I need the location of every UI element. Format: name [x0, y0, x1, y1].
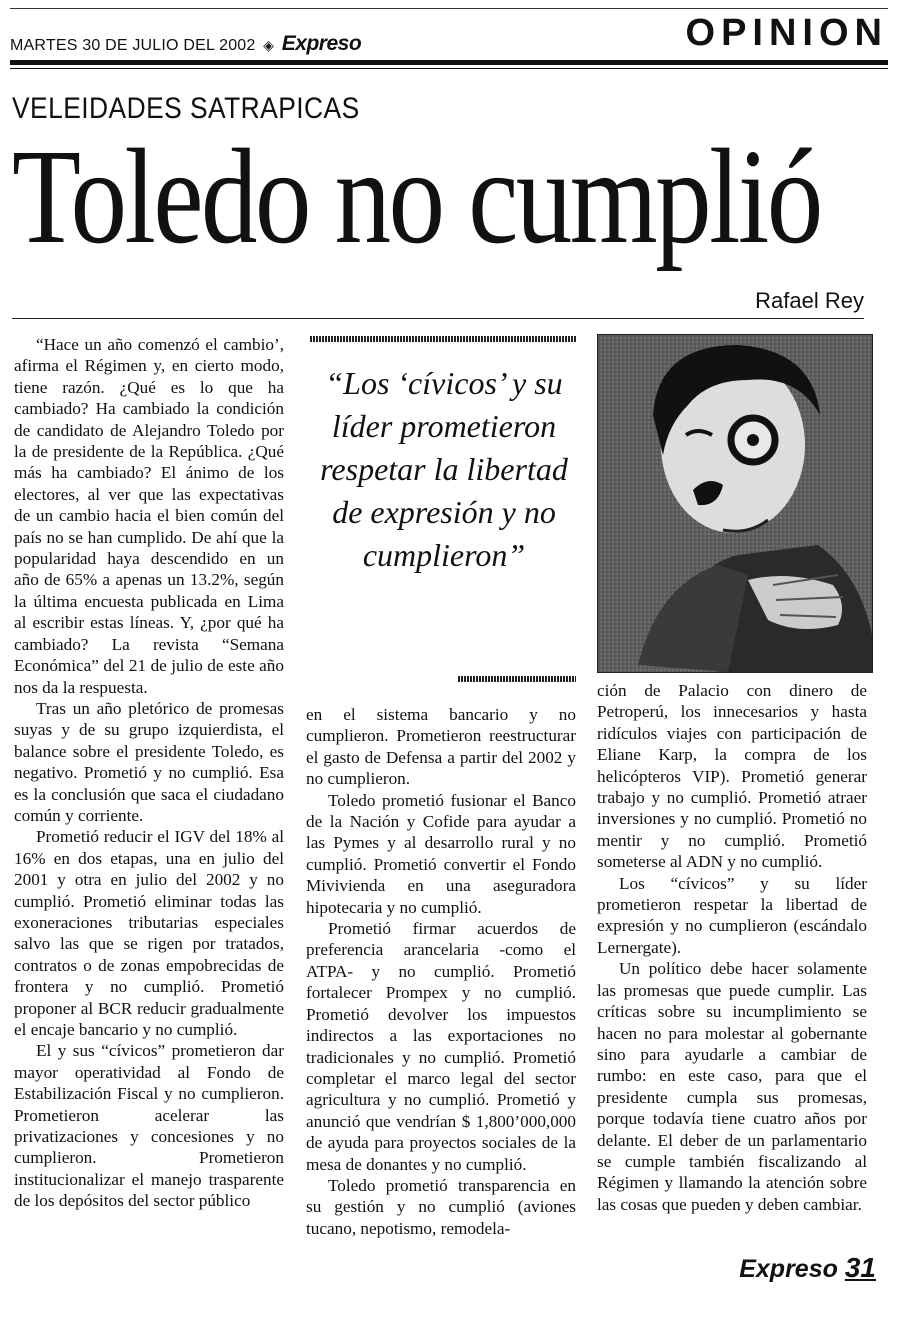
paragraph: Prometió reducir el IGV del 18% al 16% en dos etapas, una en julio del 2001 y otra en julio del 2002 y no cumplió. Prometió eliminar todas las exoneraciones tributarias especiales salvo las que se rigen por tratados, contratos o de zonas empobrecidas de frontera y no cumplió. Prometió proponer al BCR reducir gradualmente el encaje bancario y no cumplió. [14, 827, 284, 1039]
paragraph: El y sus “cívicos” prometieron dar mayor operatividad al Fondo de Estabilización Fiscal y no cumplieron. Prometieron acelerar las privatizaciones y concesiones y no cumplieron. Prometieron institucionalizar el manejo trasparente de los depósitos del sector público [14, 1041, 284, 1211]
footer-newspaper-name: Expreso [739, 1255, 838, 1283]
masthead-rule-thick [10, 60, 888, 65]
article-byline: Rafael Rey [755, 288, 864, 313]
diamond-separator-icon: ◈ [263, 37, 275, 53]
paragraph: Prometió firmar acuerdos de preferencia arancelaria -como el ATPA- y no cumplió. Prometió fortalecer Prompex y no cumplió. Prometió devolver los impuestos indirectos a las exportaciones no tradicionales y no cumplió. Prometió completar el marco legal del sector agricultura y no cumplió. Prometió y anunció que vendrían $ 1,800’000,000 de ayuda para proyectos sociales de la mesa de donantes y no cumplió. [306, 919, 576, 1174]
article-column-2 [306, 704, 576, 1239]
paragraph: Toledo prometió transparencia en su gestión y no cumplió (aviones tucano, nepotismo, remodela- [306, 1175, 576, 1238]
newspaper-name: Expreso [281, 32, 362, 55]
pullquote: “Los ‘cívicos’ y su líder prometieron respetar la libertad de expresión y no cumplieron” [320, 365, 568, 573]
masthead-dateline [10, 32, 361, 56]
article-column-3 [597, 680, 867, 1215]
section-title: OPINION [685, 12, 888, 54]
paragraph: ción de Palacio con dinero de Petroperú, los innecesarios y hasta ridículos viajes con participación de Eliane Karp, la compra de los helicópteros VIP). Prometió generar trabajo y no cumplió. Prometió atraer inversiones y no cumplió. Prometió no mentir y no cumplió. Prometió someterse al ADN y no cumplió. [597, 681, 867, 872]
pullquote-top-bar [310, 336, 576, 342]
paragraph: Tras un año pletórico de promesas suyas y de su grupo izquierdista, el balance sobre el presidente Toledo, es negativo. Prometió y no cumplió. Esa es la conclusión que saca el ciudadano común y corriente. [14, 698, 284, 825]
article-kicker: VELEIDADES SATRAPICAS [12, 92, 360, 125]
footer-branding [739, 1252, 876, 1284]
paragraph: en el sistema bancario y no cumplieron. Prometieron reestructurar el gasto de Defensa a partir del 2002 y no cumplieron. [306, 705, 576, 789]
issue-date: MARTES 30 DE JULIO DEL 2002 [10, 37, 256, 54]
caricature-illustration [597, 334, 873, 673]
top-rule [10, 8, 888, 9]
caricature-drawing [598, 335, 872, 672]
pullquote-bottom-bar [458, 676, 576, 682]
page-number: 31 [844, 1252, 876, 1283]
paragraph: Un político debe hacer solamente las promesas que puede cumplir. Las críticas sobre su incumplimiento se hacen no para molestar al gobernante sino para ayudarle a cambiar de rumbo: en este caso, para que el presidente cumpla sus promesas, porque todavía tiene cuatro años por delante. El deber de un parlamentario se cumple también fiscalizando al Régimen y llamando la atención sobre las cosas que pueden y deben cambiar. [597, 959, 867, 1214]
masthead-rule-thin [10, 68, 888, 69]
byline-rule [12, 318, 864, 319]
paragraph: Toledo prometió fusionar el Banco de la Nación y Cofide para ayudar a las Pymes y al desarrollo rural y no cumplió. Prometió convertir el Fondo Mivivienda en una aseguradora hipotecaria y no cumplió. [306, 790, 576, 917]
article-column-1 [14, 334, 284, 1212]
paragraph: “Hace un año comenzó el cambio’, afirma el Régimen y, en cierto modo, tiene razón. ¿Qué es lo que ha cambiado? Ha cambiado la condición de candidato de Alejandro Toledo por la de presidente de la República. ¿Qué más ha cambiado? El ánimo de los electores, al ver que las expectativas de un cambio hacia el bien común del país no se han cumplido. De ahí que la popularidad haya descendido en un año de 65% a apenas un 13.2%, según la última encuesta publicada en Lima al escribir estas líneas. Y, ¿por qué ha cambiado? La revista “Semana Económica” del 21 de julio de este año nos da la respuesta. [14, 335, 284, 697]
article-headline: Toledo no cumplió [12, 122, 821, 272]
paragraph: Los “cívicos” y su líder prometieron respetar la libertad de expresión y no cumplieron (escándalo Lernergate). [597, 873, 867, 957]
